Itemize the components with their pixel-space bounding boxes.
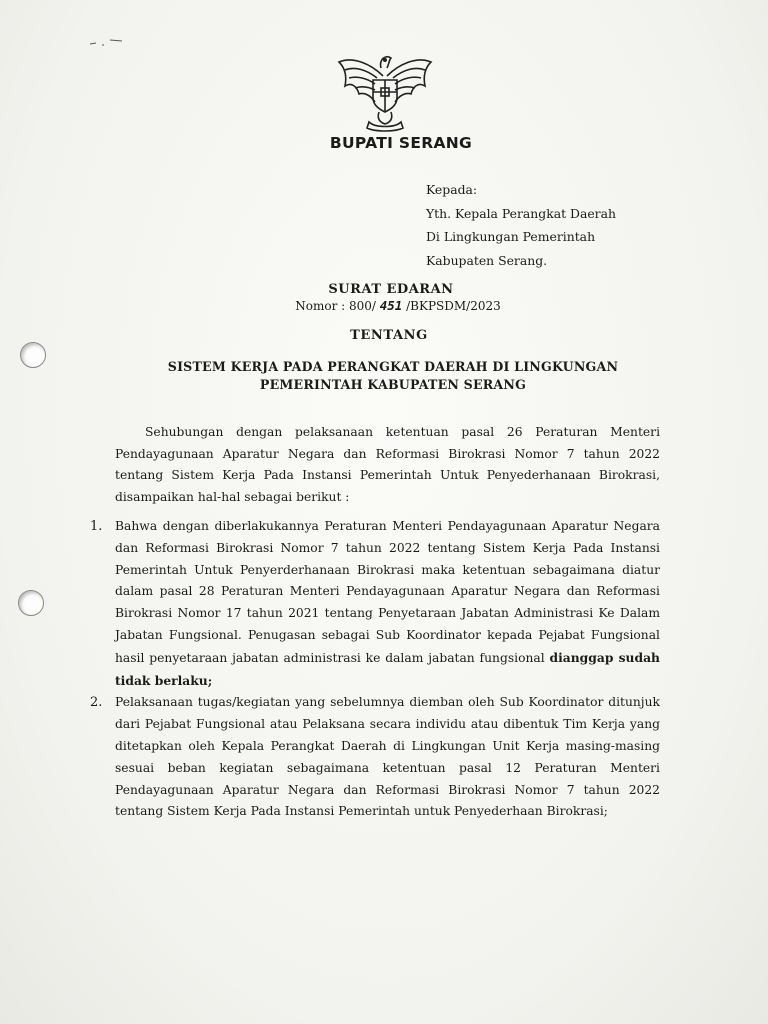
recipient-line: Yth. Kepala Perangkat Daerah [426,205,616,221]
recipient-line: Kabupaten Serang. [426,252,548,268]
recipient-line: Kepada: [426,182,478,197]
subject-line: SISTEM KERJA PADA PERANGKAT DAERAH DI LINGKUNGAN [167,359,619,374]
intro-paragraph: Sehubungan dengan pelaksanaan ketentuan pasal 26 Peraturan Menteri Pendayagunaan Aparatur Negara dan Reformasi Birokrasi Nomor 7 tahun 2022 tentang Sistem Kerja Pada Instansi Pemerintah Untuk Penyederhanaan Birokrasi, disampaikan hal-hal sebagai berikut : [115,425,660,504]
list-item-emphasis: dianggap sudah tidak berlaku; [115,649,660,688]
punch-hole [18,590,44,616]
letter-number-suffix: /BKPSDM/2023 [402,299,501,313]
list-item-number: 1. [90,519,103,534]
letter-number [0,298,768,313]
list-item-text: Pelaksanaan tugas/kegiatan yang sebelumnya diemban oleh Sub Koordinator ditunjuk dari Pejabat Fungsional atau Pelaksana secara individu atau dibentuk Tim Kerja yang ditetapkan oleh Kepala Perangkat Daerah di Lingkungan Unit Kerja masing-masing sesuai beban kegiatan sebagaimana ketentuan pasal 12 Peraturan Menteri Pendayagunaan Aparatur Negara dan Reformasi Birokrasi Nomor 7 tahun 2022 tentang Sistem Kerja Pada Instansi Pemerintah untuk Penyederhaan Birokrasi; [115,695,660,819]
letter-number-handwritten: 451 [379,298,403,313]
garuda-emblem-icon [333,46,437,132]
list-item-number: 2. [90,695,103,711]
recipient-line: Di Lingkungan Pemerintah [426,229,596,244]
points-list [90,516,660,823]
letter-type: SURAT EDARAN [328,282,454,297]
list-item [90,516,660,692]
list-item-text: Bahwa dengan diberlakukannya Peraturan Menteri Pendayagunaan Aparatur Negara dan Reformasi Birokrasi Nomor 7 tahun 2022 tentang Sistem Kerja Pada Instansi Pemerintah Untuk Penyerderhanaan Birokrasi maka ketentuan sebagaimana diatur dalam pasal 28 Peraturan Menteri Pendayagunaan Aparatur Negara dan Reformasi Birokrasi Nomor 17 tahun 2021 tentang Penyetaraan Jabatan Administrasi Ke Dalam Jabatan Fungsional. Penugasan sebagai Sub Koordinator kepada Pejabat Fungsional hasil penyetaraan jabatan administrasi ke dalam jabatan fungsional [115,519,660,665]
issuer-title: BUPATI SERANG [329,134,473,152]
letter-number-prefix: Nomor : 800/ [295,299,380,313]
recipient-block [426,178,616,272]
about-heading: TENTANG [350,328,428,343]
subject-line: PEMERINTAH KABUPATEN SERANG [259,377,527,392]
pen-mark-icon [88,36,128,48]
list-item [90,692,660,823]
letter-subject [0,358,768,394]
